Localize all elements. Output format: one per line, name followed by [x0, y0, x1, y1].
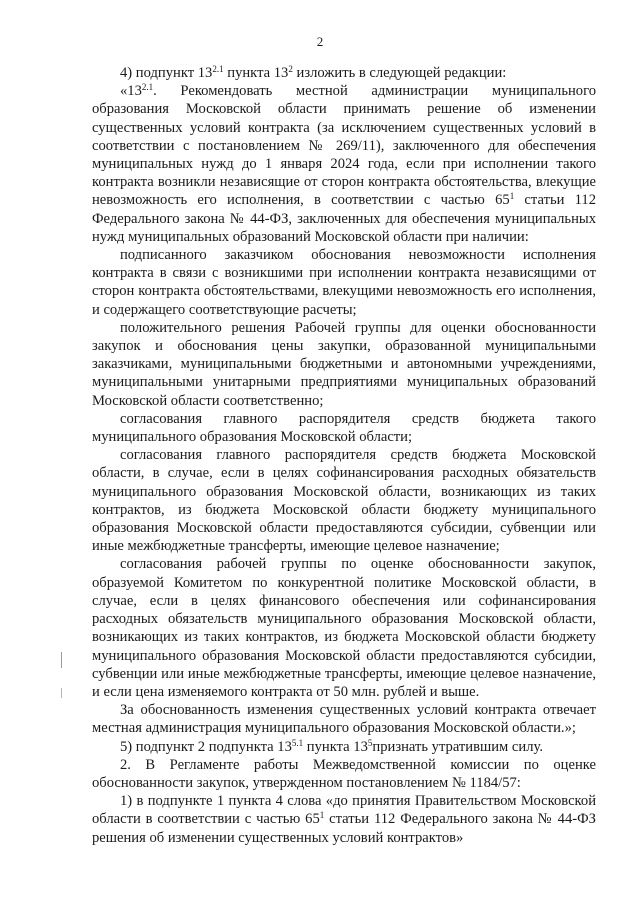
paragraph-section-2: 2. В Регламенте работы Межведомственной комиссии по оценке обоснованности закупок, утвержденном постановлением № 1184/57:	[92, 756, 596, 791]
paragraph-condition-4: согласования главного распорядителя средств бюджета Московской области, в случае, если в целях софинансирования расходных обязательств муниципального образования Московской области, возникающих из таких контрактов, из бюджета Московской области бюджету муниципального образования Московской области предоставляются субсидии, субвенции или иные межбюджетные трансферты, имеющие целевое назначение;	[92, 447, 596, 555]
paragraph-condition-5: согласования рабочей группы по оценке обоснованности закупок, образуемой Комитетом по конкурентной политике Московской области, в случае, если в целях финансового обеспечения или софинансирования расходных обязательств муниципального образования Московской области, возникающих из таких контрактов, из бюджета Московской области бюджету муниципального образования Московской области предоставляются субсидии, субвенции или иные межбюджетные трансферты, имеющие целевое назначение, и если цена изменяемого контракта от 50 млн. рублей и выше.	[92, 556, 596, 700]
paragraph-amendment-5: 5) подпункт 2 подпункта $13^{5.1}$ пункта $13^5признать$ утратившим силу.	[120, 737, 543, 755]
paragraph-section-2-item-1: 1) в подпункте 1 пункта 4 слова «до принятия Правительством Московской области в соответствии с частью $65^1$ статьи 112 Федерального закона № 44-ФЗ решения об изменении существенных условий контрактов»	[92, 793, 596, 846]
paragraph-condition-1: подписанного заказчиком обоснования невозможности исполнения контракта в связи с возникшими при исполнении контракта независящими от сторон контракта обстоятельствами, влекущими невозможность его исполнения, и содержащего соответствующие расчеты;	[92, 247, 596, 318]
paragraph-condition-3: согласования главного распорядителя средств бюджета такого муниципального образования Московской области;	[92, 410, 596, 446]
margin-mark	[61, 652, 62, 668]
paragraph-subpoint-13-2-1: «$13^{2.1}$. Рекомендовать местной администрации муниципального образования Московской области принимать решение об изменении существенных условий контракта (за исключением существенных условий в соответствии с постановлением № 269/11), заключенного для обеспечения муниципальных нужд до 1 января 2024 года, если при исполнении такого контракта возникли независящие от сторон контракта обстоятельства, влекущие невозможность его исполнения, в соответствии с частью $65^1$ статьи 112 Федерального закона № 44-ФЗ, заключенных для обеспечения муниципальных нужд муниципальных образований Московской области при наличии:	[92, 82, 597, 245]
paragraph-responsibility: За обоснованность изменения существенных условий контракта отвечает местная администрация муниципального образования Московской области.»;	[92, 702, 596, 737]
margin-mark	[61, 688, 62, 698]
page-number: 2	[316, 34, 324, 49]
paragraph-amendment-4: 4) подпункт $13^{2.1}$ пункта $13^2$ изложить в следующей редакции:	[120, 64, 507, 81]
document-body	[92, 64, 596, 847]
paragraph-condition-2: положительного решения Рабочей группы для оценки обоснованности закупок и обоснования цены закупки, образованной муниципальными заказчиками, муниципальными бюджетными и автономными учреждениями, муниципальными унитарными предприятиями муниципальных образований Московской области соответственно;	[92, 319, 596, 409]
